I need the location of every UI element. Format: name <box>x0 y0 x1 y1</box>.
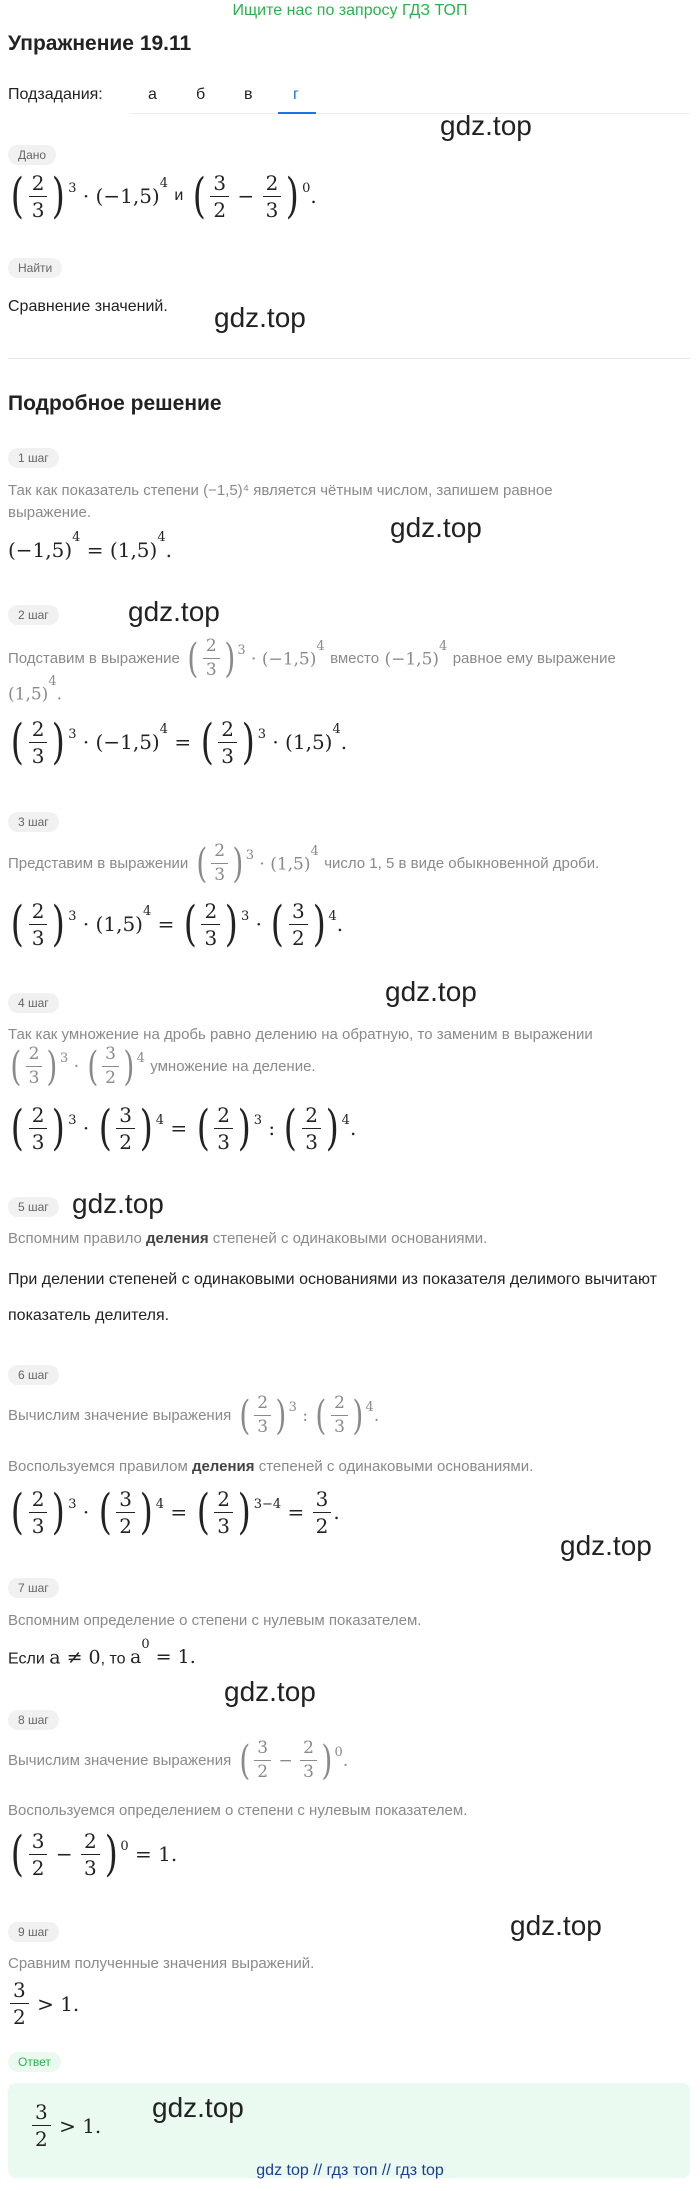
given-chip: Дано <box>8 145 56 165</box>
step-chip: 3 шаг <box>8 812 59 832</box>
tab-v[interactable]: в <box>244 86 253 103</box>
watermark: gdz.top <box>128 596 220 627</box>
step-chip: 8 шаг <box>8 1710 59 1730</box>
answer-math: $\frac{3}{2}$ > 1. <box>30 2102 101 2149</box>
step-2-math: ( $\frac{2}{3}$ ) $^3$ · $(-1,5)^4$ = ( $\frac{2}{3}$ ) $^3$ · $(1,5)^4$. <box>10 714 348 770</box>
step-2-text: Подставим в выражение ( $\frac{2}{3}$ ) $^3$ · $(-1,5)^4$ вместо $(-1,5)^4$ равное ему выражение <box>8 635 616 682</box>
watermark: gdz.top <box>224 1676 316 1707</box>
divider <box>8 358 690 359</box>
tab-a[interactable]: а <box>148 86 157 103</box>
footer-links[interactable]: gdz top // гдз топ // гдз top <box>256 2162 444 2179</box>
step-9-math: $\frac{3}{2}$ > 1. <box>8 1980 79 2027</box>
step-2-text-cont: $(1,5)^4$. <box>8 674 62 705</box>
watermark: gdz.top <box>390 512 482 543</box>
given-expression: ( $\frac{2}{3}$ ) $^3$ · $(-1,5)^4$ и ( $\frac{3}{2}$ − $\frac{2}{3}$ ) $^0$ . <box>10 168 317 224</box>
watermark: gdz.top <box>560 1530 652 1561</box>
step-8-text: Вычислим значение выражения ( $\frac{3}{2}$ − $\frac{2}{3}$ ) $^0$ . <box>8 1737 349 1784</box>
solution-title: Подробное решение <box>8 392 222 415</box>
step-4-text: ( $\frac{2}{3}$ ) $^3$ · ( $\frac{3}{2}$ ) $^4$ умножение на деление. <box>10 1043 316 1090</box>
active-tab-indicator <box>278 112 316 114</box>
step-6-text-2: Воспользуемся правилом деления степеней с одинаковыми основаниями. <box>8 1458 534 1475</box>
tab-b[interactable]: б <box>196 86 206 103</box>
step-6-math: ( $\frac{2}{3}$ ) $^3$ · ( $\frac{3}{2}$ ) $^4$ = ( $\frac{2}{3}$ ) $^{3-4}$ = $\frac{3}{2}$ . <box>10 1484 340 1540</box>
step-text: Так как умножение на дробь равно делению на обратную, то заменим в выражении <box>8 1026 593 1043</box>
step-chip: 6 шаг <box>8 1365 59 1385</box>
find-text: Сравнение значений. <box>8 298 168 315</box>
watermark: gdz.top <box>510 1910 602 1941</box>
top-banner[interactable]: Ищите нас по запросу ГДЗ ТОП <box>232 2 468 19</box>
find-chip: Найти <box>8 258 62 278</box>
answer-chip: Ответ <box>8 2052 61 2072</box>
step-7-rule: Если a ≠ 0, то $a^0 = 1$. <box>8 1637 196 1669</box>
step-chip: 9 шаг <box>8 1922 59 1942</box>
step-chip: 7 шаг <box>8 1578 59 1598</box>
step-8-math: ( $\frac{3}{2}$ − $\frac{2}{3}$ ) $^0$ = 1. <box>10 1826 178 1882</box>
step-3-text: Представим в выражении ( $\frac{2}{3}$ ) $^3$ · $(1,5)^4$ число 1, 5 в виде обыкновенной дроби. <box>8 840 600 887</box>
step-1-math: $(-1,5)^4 = (1,5)^4$. <box>8 530 172 562</box>
given-conj: и <box>174 187 184 204</box>
step-5-text: Вспомним правило деления степеней с одинаковыми основаниями. <box>8 1230 488 1247</box>
tab-g[interactable]: г <box>293 86 299 103</box>
watermark: gdz.top <box>385 976 477 1007</box>
step-text: Воспользуемся определением о степени с нулевым показателем. <box>8 1802 468 1819</box>
step-chip: 2 шаг <box>8 605 59 625</box>
watermark: gdz.top <box>214 302 306 333</box>
step-4-math: ( $\frac{2}{3}$ ) $^3$ · ( $\frac{3}{2}$ ) $^4$ = ( $\frac{2}{3}$ ) $^3$ : ( $\frac{2}{3}$ ) $^4$ . <box>10 1100 357 1156</box>
step-chip: 1 шаг <box>8 448 59 468</box>
tabs-baseline <box>130 113 690 114</box>
subtasks-label: Подзадания: <box>8 86 103 103</box>
step-text: Сравним полученные значения выражений. <box>8 1955 315 1972</box>
step-chip: 4 шаг <box>8 993 59 1013</box>
step-text: Так как показатель степени (−1,5)⁴ является чётным числом, запишем равное выражение. <box>8 482 553 521</box>
watermark: gdz.top <box>72 1188 164 1219</box>
watermark: gdz.top <box>152 2092 244 2123</box>
step-chip: 5 шаг <box>8 1197 59 1217</box>
page-title: Упражнение 19.11 <box>8 32 192 55</box>
step-3-math: ( $\frac{2}{3}$ ) $^3$ · $(1,5)^4$ = ( $\frac{2}{3}$ ) $^3$ · ( $\frac{3}{2}$ ) $^4$ . <box>10 896 344 952</box>
watermark: gdz.top <box>440 110 532 141</box>
step-text: Вспомним определение о степени с нулевым показателем. <box>8 1612 422 1629</box>
step-5-rule: При делении степеней с одинаковыми основаниями из показателя делимого вычитают показатель делителя. <box>8 1271 657 1324</box>
step-6-text: Вычислим значение выражения ( $\frac{2}{3}$ ) $^3$ : ( $\frac{2}{3}$ ) $^4$ . <box>8 1392 380 1439</box>
